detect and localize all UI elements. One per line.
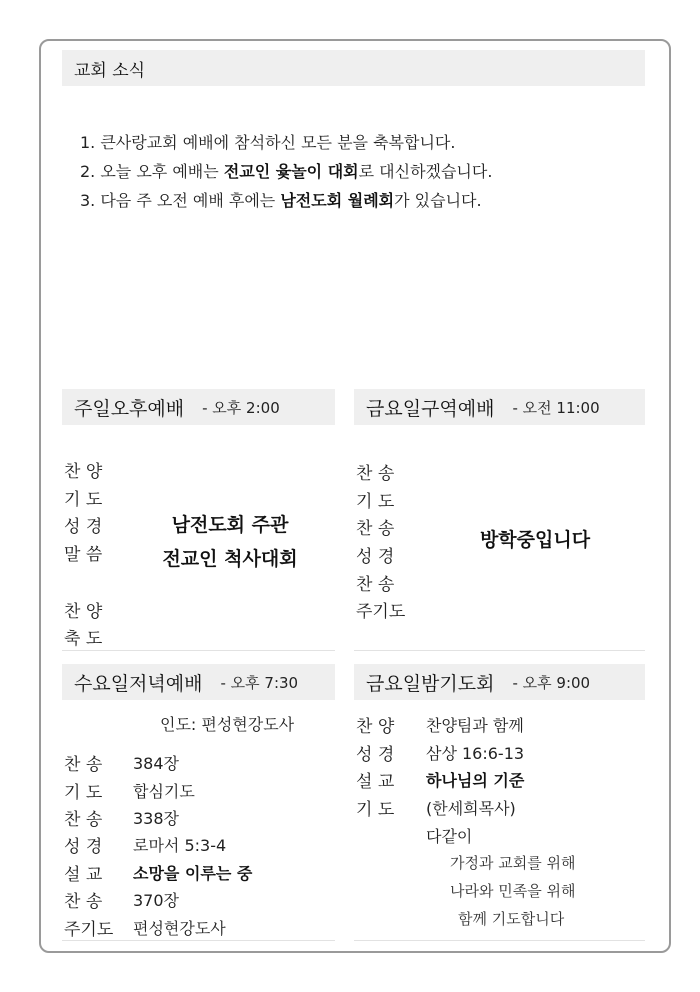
news-item: 2. 오늘 오후 예배는 전교인 윷놀이 대회로 대신하겠습니다. — [80, 162, 493, 181]
divider — [62, 650, 335, 651]
order-label: 주기도 — [356, 602, 406, 622]
news-item: 3. 다음 주 오전 예배 후에는 남전도회 월례회가 있습니다. — [80, 191, 482, 210]
wednesday-title: 수요일저녁예배 — [74, 672, 203, 695]
order-value: 찬양팀과 함께 — [426, 716, 524, 735]
friday-district-time: - 오전 11:00 — [512, 398, 600, 417]
friday-district-notice: 방학중입니다 — [479, 529, 591, 551]
order-label: 찬 송 — [64, 892, 103, 912]
together-label: 다같이 — [426, 827, 473, 846]
order-value: 삼상 16:6-13 — [426, 744, 525, 763]
order-label: 설 교 — [64, 865, 103, 885]
prayer-topic: 나라와 민족을 위해 — [450, 882, 576, 900]
order-value: 로마서 5:3-4 — [133, 836, 227, 855]
wednesday-leader: 인도: 편성현강도사 — [160, 715, 295, 734]
order-label: 찬 송 — [356, 464, 395, 484]
friday-night-time: - 오후 9:00 — [512, 673, 591, 692]
wednesday-header — [62, 664, 335, 700]
order-label: 성 경 — [64, 517, 103, 537]
order-label: 찬 송 — [356, 519, 395, 539]
divider — [354, 650, 645, 651]
divider — [62, 940, 335, 941]
order-label: 기 도 — [356, 800, 395, 820]
friday-district-title: 금요일구역예배 — [366, 397, 495, 420]
friday-district-header — [354, 389, 645, 425]
order-value: 370장 — [133, 891, 179, 910]
sermon-title: 소망을 이루는 중 — [133, 864, 253, 883]
order-label: 주기도 — [64, 920, 114, 940]
order-value: 384장 — [133, 754, 179, 773]
news-list — [80, 128, 492, 215]
prayer-topic: 함께 기도합니다 — [458, 910, 565, 928]
prayer-topic: 가정과 교회를 위해 — [450, 854, 576, 872]
order-label: 성 경 — [64, 837, 103, 857]
sunday-pm-event-line2: 전교인 척사대회 — [162, 548, 298, 570]
friday-night-title: 금요일밤기도회 — [366, 672, 495, 695]
order-label: 기 도 — [64, 783, 103, 803]
order-label: 찬 양 — [356, 717, 395, 737]
sunday-pm-event-line1: 남전도회 주관 — [171, 514, 289, 536]
order-label: 축 도 — [64, 629, 103, 649]
order-label: 찬 송 — [64, 810, 103, 830]
order-label: 성 경 — [356, 547, 395, 567]
sermon-title: 하나님의 기준 — [426, 771, 525, 790]
order-value: 합심기도 — [133, 782, 195, 801]
order-label: 성 경 — [356, 745, 395, 765]
news-header — [62, 50, 645, 86]
order-label: 찬 양 — [64, 462, 103, 482]
divider — [354, 940, 645, 941]
order-label: 찬 송 — [64, 755, 103, 775]
sunday-pm-header — [62, 389, 335, 425]
order-value: 편성현강도사 — [133, 919, 226, 938]
sunday-pm-title: 주일오후예배 — [74, 397, 185, 420]
friday-night-header — [354, 664, 645, 700]
order-label: 기 도 — [356, 492, 395, 512]
order-label: 말 씀 — [64, 545, 103, 565]
sunday-pm-time: - 오후 2:00 — [202, 398, 280, 417]
order-label: 찬 송 — [356, 575, 395, 595]
news-title: 교회 소식 — [74, 60, 146, 81]
order-value: (한세희목사) — [426, 799, 516, 818]
wednesday-time: - 오후 7:30 — [220, 673, 299, 692]
news-item: 1. 큰사랑교회 예배에 참석하신 모든 분을 축복합니다. — [80, 133, 456, 152]
order-label: 기 도 — [64, 490, 103, 510]
order-label: 설 교 — [356, 772, 395, 792]
order-value: 338장 — [133, 809, 179, 828]
order-label: 찬 양 — [64, 602, 103, 622]
